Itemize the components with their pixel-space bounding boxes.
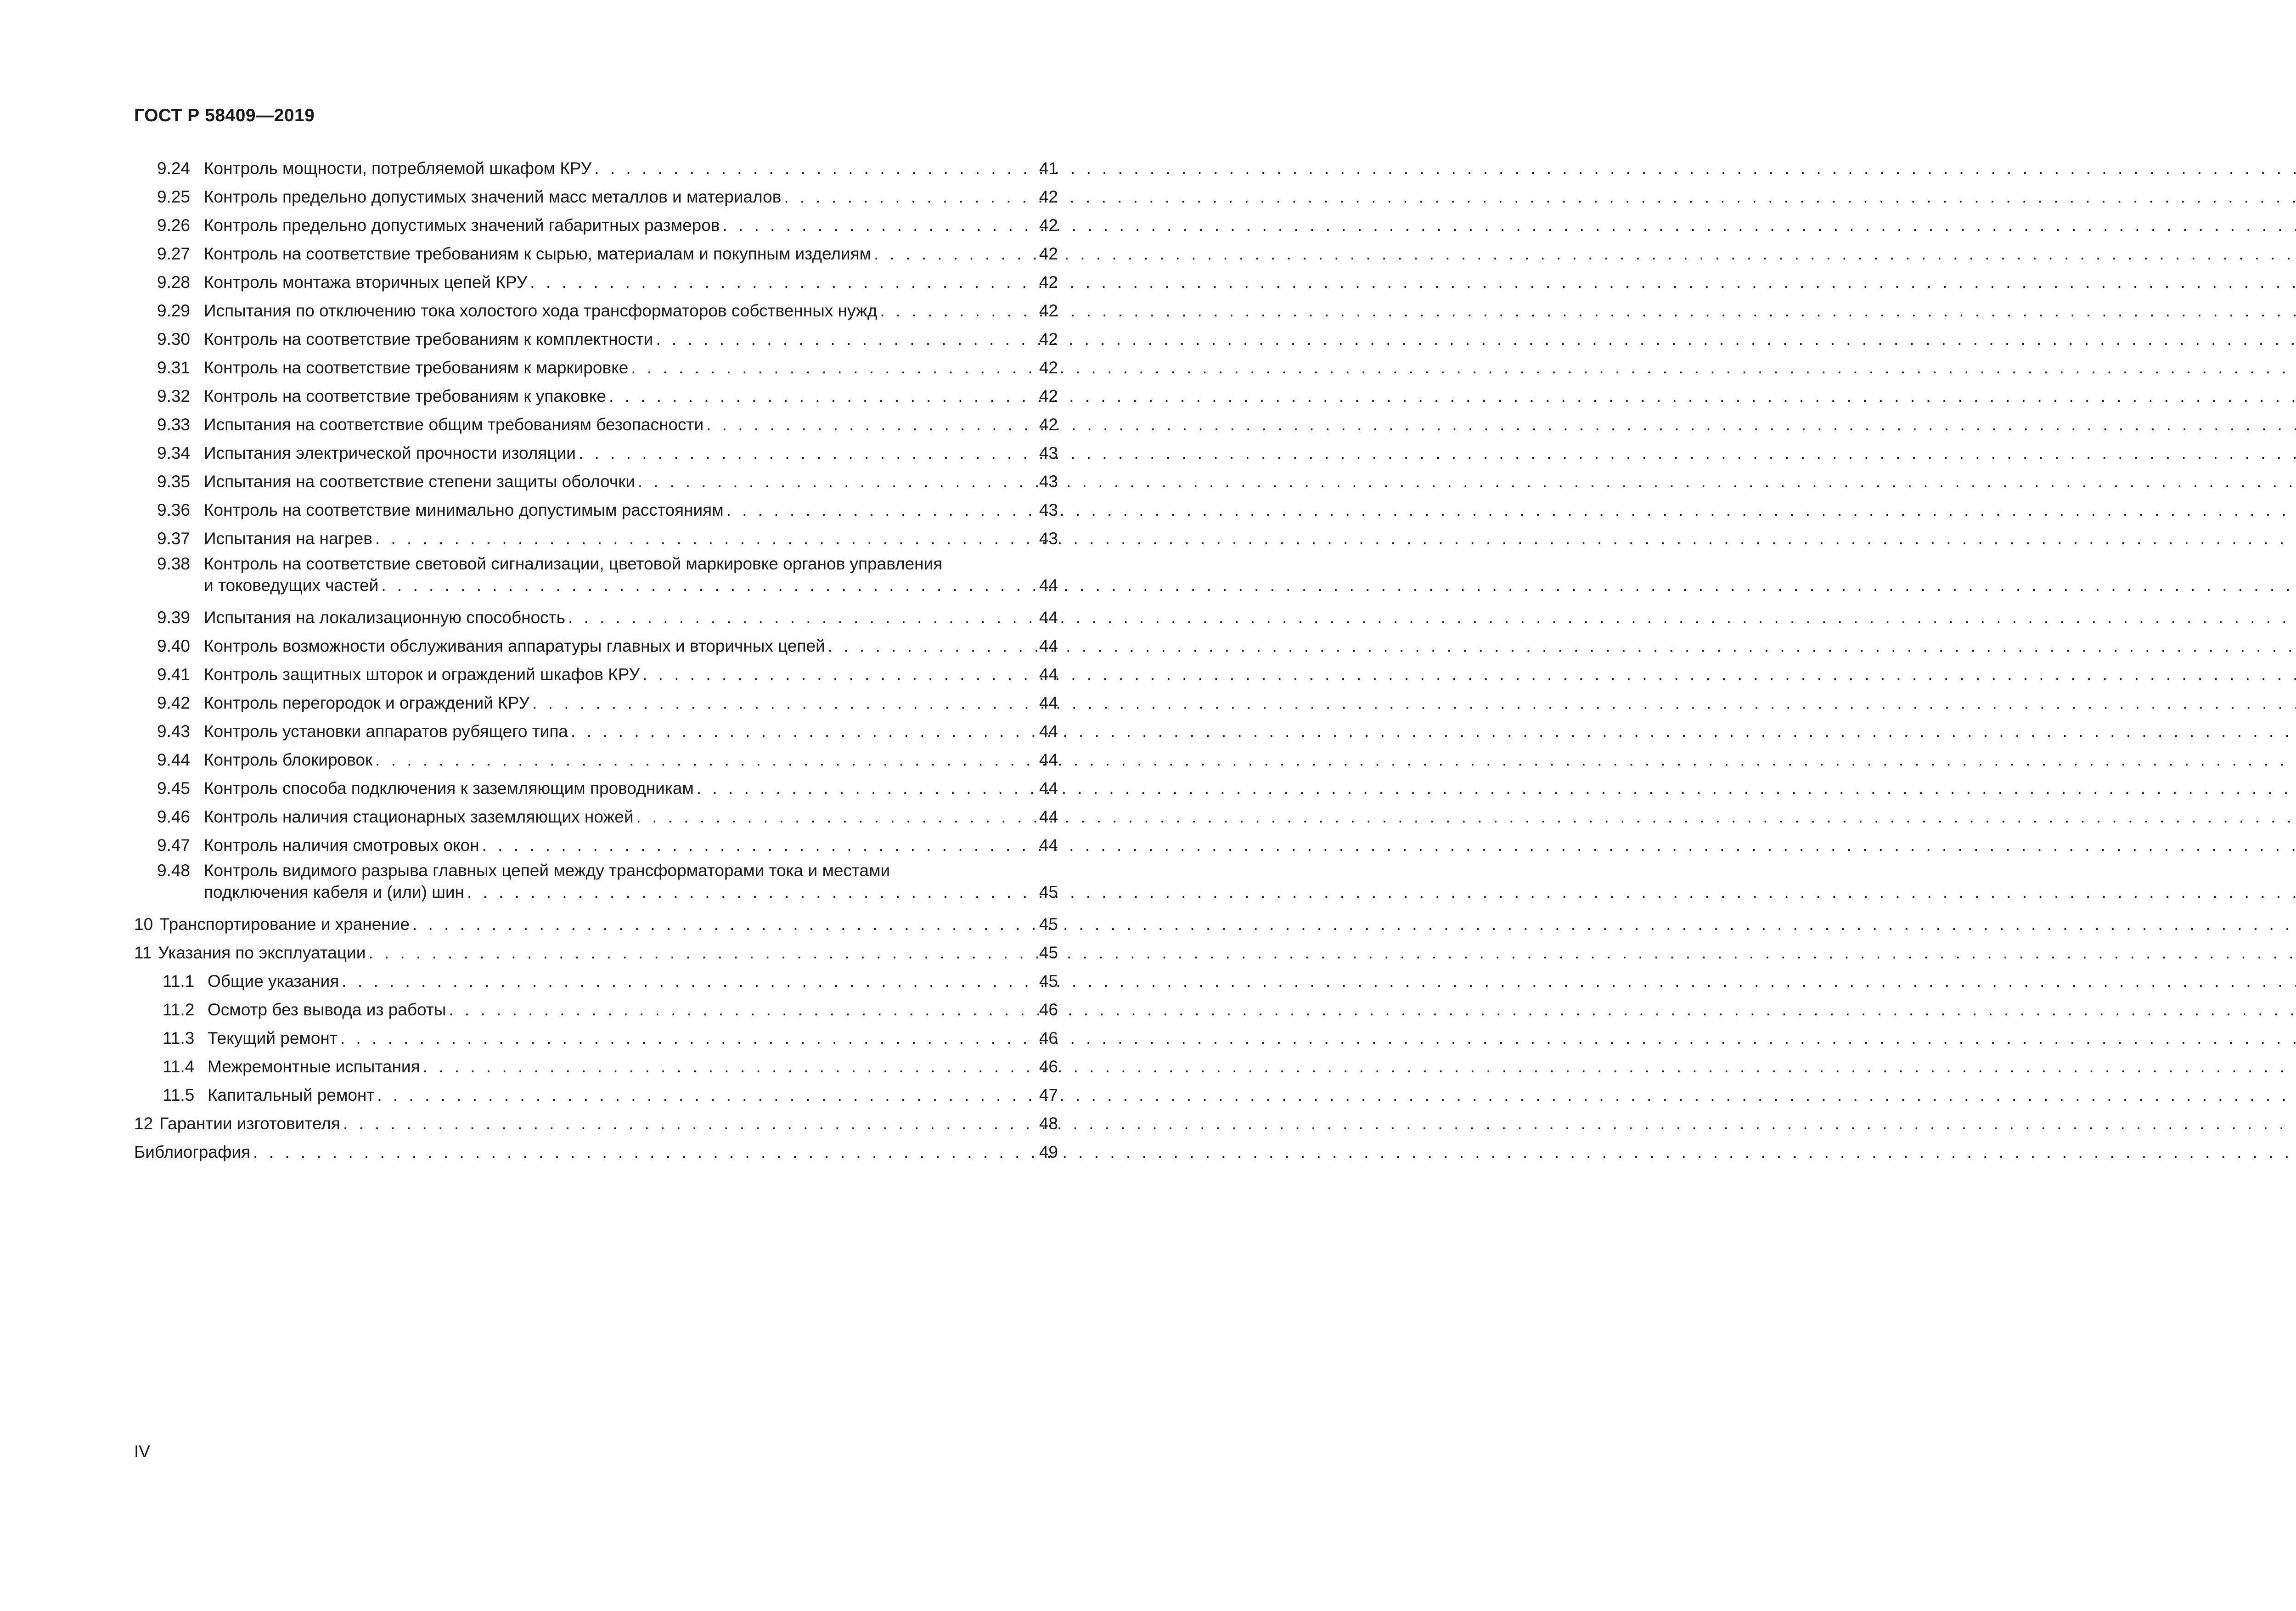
toc-entry[interactable] bbox=[134, 831, 1058, 860]
toc-entry-number: 9.26 bbox=[157, 216, 191, 235]
toc-entry[interactable] bbox=[134, 1053, 1058, 1081]
toc-entry-page: 46 bbox=[1039, 1029, 1058, 1048]
toc-entry-title: Контроль способа подключения к заземляющим проводникам bbox=[204, 779, 694, 798]
toc-entry-number: 11.2 bbox=[163, 1000, 195, 1019]
toc-entry-title: Общие указания bbox=[208, 972, 339, 991]
dot-leader bbox=[638, 468, 1036, 496]
toc-entry-number: 9.24 bbox=[157, 159, 191, 178]
toc-entry-title: Контроль установки аппаратов рубящего типа bbox=[204, 722, 568, 741]
toc-entry-page: 42 bbox=[1039, 216, 1058, 235]
page-number: IV bbox=[134, 1442, 150, 1461]
toc-entry-page: 45 bbox=[1039, 943, 1058, 962]
toc-entry[interactable] bbox=[134, 183, 1058, 211]
toc-entry-title-continuation: и токоведущих частей bbox=[204, 576, 379, 595]
toc-entry-number: 9.47 bbox=[157, 836, 191, 855]
toc-entry[interactable] bbox=[134, 603, 1058, 632]
toc-entry-number: 11.5 bbox=[163, 1086, 195, 1104]
toc-entry-title: Межремонтные испытания bbox=[208, 1057, 420, 1076]
dot-leader bbox=[571, 717, 1036, 746]
dot-leader bbox=[656, 325, 1036, 354]
dot-leader bbox=[342, 967, 1036, 996]
toc-entry-title: Контроль перегородок и ограждений КРУ bbox=[204, 693, 530, 712]
toc-entry-title: Капитальный ремонт bbox=[208, 1086, 375, 1104]
toc-entry-number: 9.25 bbox=[157, 187, 191, 206]
dot-leader bbox=[340, 1024, 1036, 1053]
toc-entry-title: Контроль защитных шторок и ограждений шкафов КРУ bbox=[204, 665, 640, 684]
toc-entry-title: Контроль возможности обслуживания аппаратуры главных и вторичных цепей bbox=[204, 637, 825, 655]
toc-entry[interactable] bbox=[134, 468, 1058, 496]
toc-entry-page: 42 bbox=[1039, 187, 1058, 206]
toc-entry-title: Указания по эксплуатации bbox=[158, 943, 366, 962]
toc-entry-number: 10 bbox=[134, 915, 153, 934]
toc-entry[interactable] bbox=[134, 1024, 1058, 1053]
dot-leader bbox=[697, 774, 1036, 803]
toc-entry-number: 9.41 bbox=[157, 665, 191, 684]
toc-entry-number: 9.34 bbox=[157, 444, 191, 462]
dot-leader bbox=[482, 831, 1036, 860]
toc-entry-title: Испытания на нагрев bbox=[204, 529, 372, 548]
toc-entry-number: 9.45 bbox=[157, 779, 191, 798]
toc-entry-number: 9.36 bbox=[157, 501, 191, 519]
toc-entry[interactable] bbox=[134, 632, 1058, 660]
toc-entry[interactable] bbox=[134, 496, 1058, 524]
toc-entry-page: 43 bbox=[1039, 501, 1058, 519]
toc-entry-page: 42 bbox=[1039, 244, 1058, 263]
dot-leader bbox=[706, 411, 1036, 439]
toc-entry[interactable] bbox=[134, 268, 1058, 297]
toc-entry-page: 45 bbox=[1039, 915, 1058, 934]
toc-entry-title: Испытания электрической прочности изоляции bbox=[204, 444, 576, 462]
toc-entry[interactable] bbox=[134, 553, 1058, 596]
toc-entry-number: 12 bbox=[134, 1114, 153, 1133]
toc-entry-number: 11.1 bbox=[163, 972, 195, 991]
toc-entry[interactable] bbox=[134, 211, 1058, 240]
dot-leader bbox=[253, 1138, 1036, 1166]
toc-entry-title: Контроль на соответствие требованиям к сырью, материалам и покупным изделиям bbox=[204, 244, 872, 263]
toc-entry-number: 11 bbox=[134, 943, 152, 962]
toc-entry[interactable] bbox=[134, 746, 1058, 774]
toc-entry-number: 9.40 bbox=[157, 637, 191, 655]
dot-leader bbox=[375, 746, 1036, 774]
toc-entry-number: 9.27 bbox=[157, 244, 191, 263]
toc-entry[interactable] bbox=[134, 524, 1058, 553]
toc-entry-page: 42 bbox=[1039, 330, 1058, 349]
toc-entry-number: 9.43 bbox=[157, 722, 191, 741]
toc-entry-page: 42 bbox=[1039, 387, 1058, 406]
toc-entry-title: Контроль на соответствие требованиям к упаковке bbox=[204, 387, 606, 406]
table-of-contents bbox=[134, 154, 1058, 1166]
dot-leader bbox=[579, 439, 1036, 468]
dot-leader bbox=[726, 496, 1036, 524]
toc-entry-number: 9.31 bbox=[157, 358, 191, 377]
toc-entry-page: 44 bbox=[1039, 608, 1058, 627]
toc-entry-title: Контроль предельно допустимых значений масс металлов и материалов bbox=[204, 187, 782, 206]
toc-entry-title: Контроль на соответствие требованиям к комплектности bbox=[204, 330, 653, 349]
toc-entry-title-continuation: подключения кабеля и (или) шин bbox=[204, 883, 464, 901]
dot-leader bbox=[377, 1081, 1036, 1110]
dot-leader bbox=[722, 211, 1036, 240]
toc-entry-number: 9.37 bbox=[157, 529, 191, 548]
toc-entry[interactable] bbox=[134, 1110, 1058, 1138]
dot-leader bbox=[375, 524, 1036, 553]
toc-entry-title: Гарантии изготовителя bbox=[159, 1114, 340, 1133]
toc-entry-page: 42 bbox=[1039, 273, 1058, 292]
toc-entry-title: Контроль мощности, потребляемой шкафом КРУ bbox=[204, 159, 592, 178]
toc-entry-page: 44 bbox=[1039, 750, 1058, 769]
document-header: ГОСТ Р 58409—2019 bbox=[134, 106, 315, 125]
toc-entry[interactable] bbox=[134, 1138, 1058, 1166]
toc-entry-title: Контроль на соответствие минимально допустимым расстояниям bbox=[204, 501, 724, 519]
toc-entry[interactable] bbox=[134, 297, 1058, 325]
toc-entry-page: 42 bbox=[1039, 301, 1058, 320]
toc-entry[interactable] bbox=[134, 939, 1058, 967]
toc-entry-number: 9.33 bbox=[157, 415, 191, 434]
toc-entry-number: 9.30 bbox=[157, 330, 191, 349]
dot-leader bbox=[880, 297, 1036, 325]
toc-entry-title: Библиография bbox=[134, 1143, 251, 1161]
toc-entry-number: 9.44 bbox=[157, 750, 191, 769]
toc-entry[interactable] bbox=[134, 411, 1058, 439]
toc-entry[interactable] bbox=[134, 774, 1058, 803]
toc-entry[interactable] bbox=[134, 1081, 1058, 1110]
toc-entry-page: 49 bbox=[1039, 1143, 1058, 1161]
dot-leader bbox=[828, 632, 1036, 660]
toc-entry-page: 44 bbox=[1039, 836, 1058, 855]
toc-entry-number: 9.46 bbox=[157, 807, 191, 826]
toc-entry-page: 46 bbox=[1039, 1000, 1058, 1019]
toc-entry-number: 9.48 bbox=[157, 861, 191, 880]
toc-entry[interactable] bbox=[134, 240, 1058, 268]
toc-entry-number: 9.29 bbox=[157, 301, 191, 320]
toc-entry[interactable] bbox=[134, 689, 1058, 717]
toc-entry-number: 9.42 bbox=[157, 693, 191, 712]
dot-leader bbox=[343, 1110, 1036, 1138]
toc-entry-page: 41 bbox=[1039, 159, 1058, 178]
toc-entry-page: 44 bbox=[1039, 693, 1058, 712]
toc-entry-title: Контроль блокировок bbox=[204, 750, 373, 769]
toc-entry-title: Испытания на соответствие общим требованиям безопасности bbox=[204, 415, 704, 434]
toc-entry[interactable] bbox=[134, 996, 1058, 1024]
toc-entry-title: Испытания на локализационную способность bbox=[204, 608, 565, 627]
toc-entry-page: 44 bbox=[1039, 779, 1058, 798]
toc-entry[interactable] bbox=[134, 717, 1058, 746]
toc-entry-title: Контроль наличия стационарных заземляющих ножей bbox=[204, 807, 634, 826]
toc-entry-page: 48 bbox=[1039, 1114, 1058, 1133]
toc-entry-title: Текущий ремонт bbox=[208, 1029, 338, 1048]
toc-entry-number: 11.4 bbox=[163, 1057, 195, 1076]
dot-leader bbox=[594, 154, 1036, 183]
toc-entry-title: Осмотр без вывода из работы bbox=[208, 1000, 446, 1019]
dot-leader bbox=[412, 910, 1036, 939]
toc-entry-page: 44 bbox=[1039, 576, 1058, 595]
toc-entry[interactable] bbox=[134, 860, 1058, 903]
toc-entry[interactable] bbox=[134, 325, 1058, 354]
toc-entry-title: Испытания на соответствие степени защиты оболочки bbox=[204, 472, 636, 491]
toc-entry-page: 45 bbox=[1039, 883, 1058, 901]
toc-entry-page: 42 bbox=[1039, 415, 1058, 434]
toc-entry-number: 9.28 bbox=[157, 273, 191, 292]
toc-entry[interactable] bbox=[134, 910, 1058, 939]
toc-entry-page: 47 bbox=[1039, 1086, 1058, 1104]
toc-entry-page: 43 bbox=[1039, 529, 1058, 548]
toc-entry-title: Контроль видимого разрыва главных цепей между трансформаторами тока и местами bbox=[204, 861, 890, 880]
toc-entry-page: 44 bbox=[1039, 665, 1058, 684]
toc-entry-page: 44 bbox=[1039, 637, 1058, 655]
toc-entry-title: Контроль на соответствие световой сигнализации, цветовой маркировке органов управления bbox=[204, 554, 943, 573]
dot-leader bbox=[368, 939, 1036, 967]
dot-leader bbox=[449, 996, 1036, 1024]
toc-entry-page: 46 bbox=[1039, 1057, 1058, 1076]
dot-leader bbox=[568, 603, 1036, 632]
dot-leader bbox=[874, 240, 1036, 268]
dot-leader bbox=[609, 382, 1036, 411]
toc-entry-number: 9.39 bbox=[157, 608, 191, 627]
toc-entry-title: Контроль предельно допустимых значений габаритных размеров bbox=[204, 216, 720, 235]
toc-entry-page: 42 bbox=[1039, 358, 1058, 377]
toc-entry[interactable] bbox=[134, 354, 1058, 382]
dot-leader bbox=[642, 660, 1036, 689]
toc-entry[interactable] bbox=[134, 439, 1058, 468]
dot-leader bbox=[784, 183, 1036, 211]
dot-leader bbox=[532, 689, 1036, 717]
toc-entry-title: Транспортирование и хранение bbox=[159, 915, 410, 934]
toc-entry-number: 9.38 bbox=[157, 554, 191, 573]
dot-leader bbox=[381, 575, 1036, 596]
toc-entry[interactable] bbox=[134, 967, 1058, 996]
toc-entry-number: 9.32 bbox=[157, 387, 191, 406]
toc-entry[interactable] bbox=[134, 660, 1058, 689]
toc-entry-title: Контроль монтажа вторичных цепей КРУ bbox=[204, 273, 528, 292]
toc-entry-title: Контроль на соответствие требованиям к маркировке bbox=[204, 358, 629, 377]
toc-entry-number: 11.3 bbox=[163, 1029, 195, 1048]
toc-entry-page: 43 bbox=[1039, 444, 1058, 462]
toc-entry[interactable] bbox=[134, 803, 1058, 831]
dot-leader bbox=[467, 882, 1036, 903]
dot-leader bbox=[636, 803, 1036, 831]
toc-entry-title: Испытания по отключению тока холостого хода трансформаторов собственных нужд bbox=[204, 301, 878, 320]
toc-entry-number: 9.35 bbox=[157, 472, 191, 491]
toc-entry-title: Контроль наличия смотровых окон bbox=[204, 836, 479, 855]
toc-entry-page: 44 bbox=[1039, 807, 1058, 826]
toc-entry[interactable] bbox=[134, 382, 1058, 411]
dot-leader bbox=[530, 268, 1036, 297]
toc-entry-page: 44 bbox=[1039, 722, 1058, 741]
toc-entry[interactable] bbox=[134, 154, 1058, 183]
dot-leader bbox=[423, 1053, 1036, 1081]
toc-entry-page: 43 bbox=[1039, 472, 1058, 491]
dot-leader bbox=[631, 354, 1036, 382]
toc-entry-page: 45 bbox=[1039, 972, 1058, 991]
